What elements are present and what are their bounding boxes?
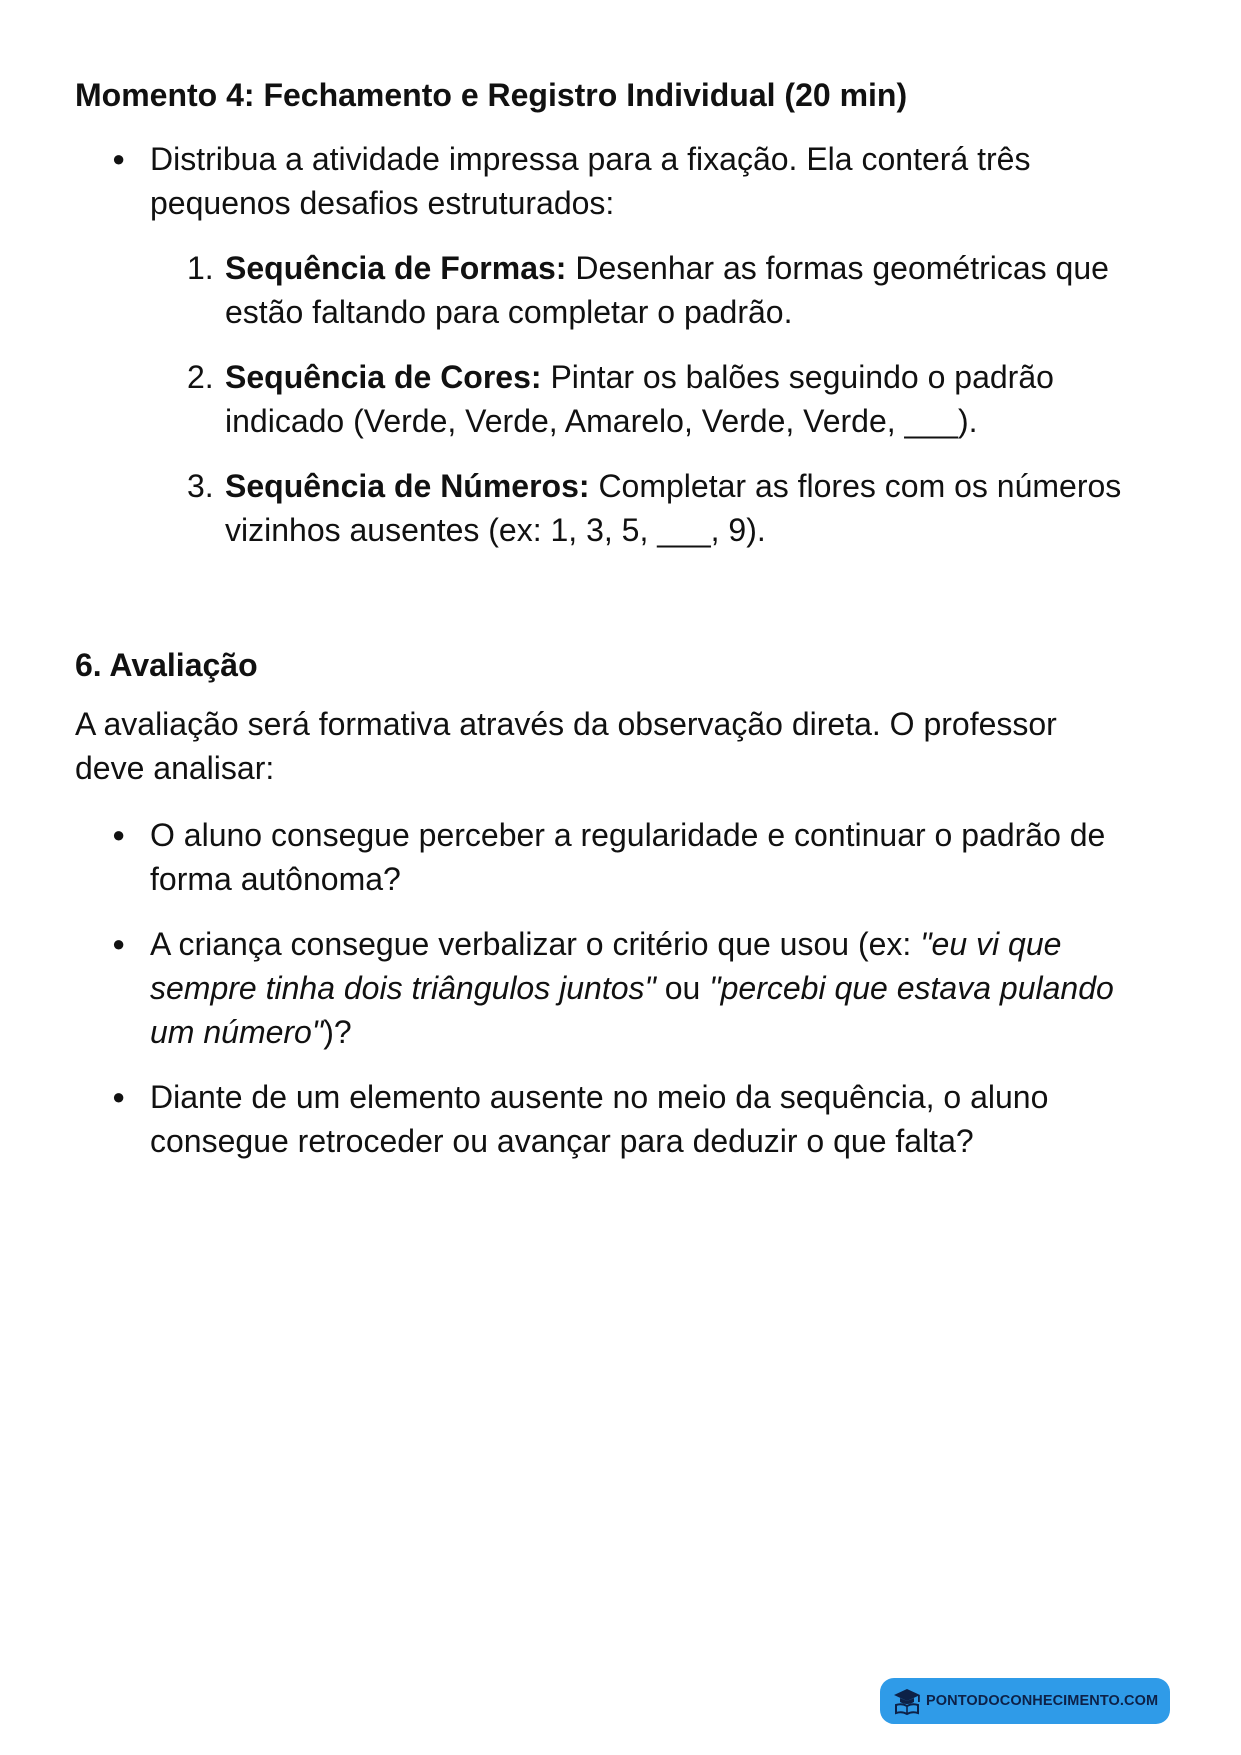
item-text: A criança consegue verbalizar o critério que usou (ex:	[150, 926, 921, 962]
list-item-line	[150, 966, 1170, 1010]
list-item-line: estão faltando para completar o padrão.	[225, 294, 793, 330]
list-item-verbalizar	[112, 922, 1170, 1054]
list-item-line: consegue retroceder ou avançar para deduzir o que falta?	[150, 1123, 974, 1159]
item-quote: um número"	[150, 1014, 324, 1050]
section-heading-avaliacao: 6. Avaliação	[75, 647, 258, 683]
item-label: Sequência de Números:	[225, 468, 590, 504]
list-item-line: forma autônoma?	[150, 861, 401, 897]
list-item-line: Distribua a atividade impressa para a fixação. Ela conterá três	[150, 141, 1031, 177]
item-label: Sequência de Cores:	[225, 359, 542, 395]
list-number: 1.	[187, 250, 214, 286]
list-item-line	[225, 246, 1185, 290]
list-item-line: pequenos desafios estruturados:	[150, 185, 615, 221]
brand-badge[interactable]	[880, 1678, 1170, 1724]
graduation-cap-book-icon	[892, 1686, 922, 1716]
numbered-item-formas	[187, 246, 1185, 334]
bullet-icon: ●	[112, 146, 126, 171]
numbered-item-cores	[187, 355, 1185, 443]
item-text: Desenhar as formas geométricas que	[566, 250, 1109, 286]
item-text: ou	[655, 970, 710, 1006]
list-item-line: vizinhos ausentes (ex: 1, 3, 5, ___, 9).	[225, 512, 766, 548]
list-item-line: indicado (Verde, Verde, Amarelo, Verde, Verde, ___).	[225, 403, 978, 439]
list-item-line: O aluno consegue perceber a regularidade e continuar o padrão de	[150, 817, 1106, 853]
list-item-distribua	[112, 137, 1170, 225]
item-quote: sempre tinha dois triângulos juntos"	[150, 970, 656, 1006]
paragraph-line: A avaliação será formativa através da observação direta. O professor	[75, 706, 1057, 742]
list-item-line	[150, 1010, 1170, 1054]
list-item-line	[225, 355, 1185, 399]
bullet-icon: ●	[112, 822, 126, 847]
list-item-elemento-ausente	[112, 1075, 1170, 1163]
item-text: Pintar os balões seguindo o padrão	[541, 359, 1054, 395]
brand-text: PONTODOCONHECIMENTO.COM	[926, 1693, 1159, 1709]
item-text: )?	[323, 1014, 352, 1050]
avaliacao-intro-paragraph	[75, 702, 1155, 790]
list-number: 3.	[187, 468, 214, 504]
item-quote: "eu vi que	[920, 926, 1062, 962]
list-item-line	[150, 922, 1170, 966]
paragraph-line: deve analisar:	[75, 750, 275, 786]
item-label: Sequência de Formas:	[225, 250, 567, 286]
list-item-line: Diante de um elemento ausente no meio da sequência, o aluno	[150, 1079, 1049, 1115]
bullet-icon: ●	[112, 1084, 126, 1109]
list-number: 2.	[187, 359, 214, 395]
item-text: Completar as flores com os números	[589, 468, 1122, 504]
list-item-line	[225, 464, 1185, 508]
list-item-regularidade	[112, 813, 1170, 901]
item-quote: "percebi que estava pulando	[709, 970, 1114, 1006]
numbered-item-numeros	[187, 464, 1185, 552]
bullet-icon: ●	[112, 931, 126, 956]
section-heading-momento-4: Momento 4: Fechamento e Registro Individual (20 min)	[75, 77, 908, 113]
